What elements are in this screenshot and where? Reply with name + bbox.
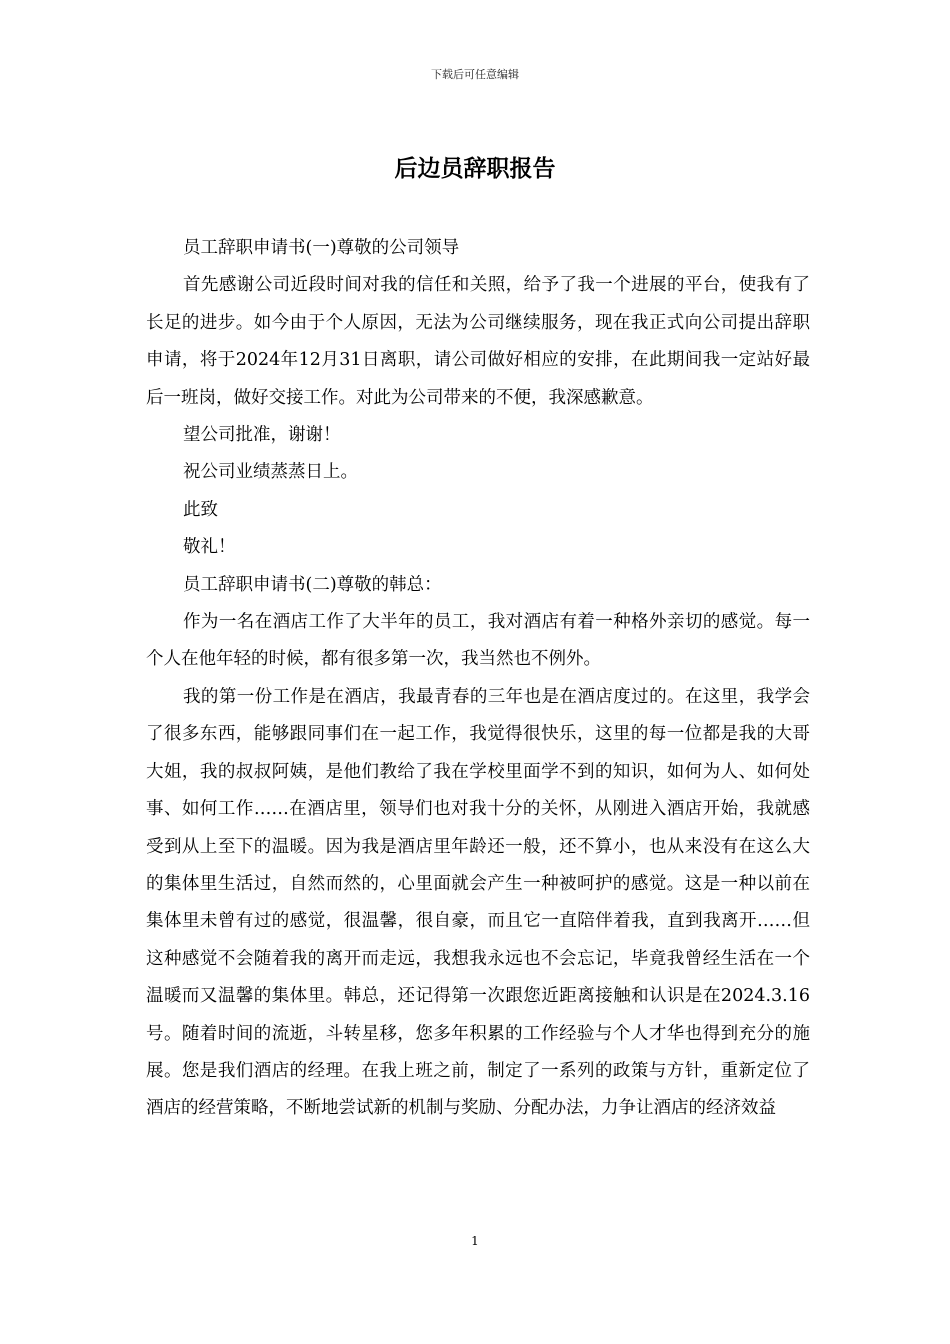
paragraph-salutation-2: 员工辞职申请书(二)尊敬的韩总： [183, 574, 442, 595]
paragraph-closing-2: 敬礼！ [183, 537, 236, 558]
paragraph-resignation-body: 首先感谢公司近段时间对我的信任和关照，给予了我一个进展的平台，使我有了长足的进步。如今由于个人原因，无法为公司继续服务，现在我正式向公司提出辞职申请，将于2024年12月31日离职，请公司做好相应的安排，在此期间我一定站好最后一班岗，做好交接工作。对此为公司带来的不便，我深感歉意。 [146, 275, 810, 408]
paragraph-salutation-1: 员工辞职申请书(一)尊敬的公司领导 [183, 238, 460, 258]
page-number: 1 [471, 1234, 479, 1248]
paragraph-wishes: 祝公司业绩蒸蒸日上。 [183, 462, 358, 483]
paragraph-closing-1: 此致 [183, 499, 218, 520]
page-header-note: 下载后可任意编辑 [431, 68, 519, 81]
document-title: 后边员辞职报告 [394, 155, 556, 182]
document-body [146, 230, 810, 1128]
paragraph-memories: 我的第一份工作是在酒店，我最青春的三年也是在酒店度过的。在这里，我学会了很多东西，能够跟同事们在一起工作，我觉得很快乐，这里的每一位都是我的大哥大姐，我的叔叔阿姨，是他们教给了我在学校里面学不到的知识，如何为人、如何处事、如何工作……在酒店里，领导们也对我十分的关怀，从刚进入酒店开始，我就感受到从上至下的温暖。因为我是酒店里年龄还一般，还不算小，也从来没有在这么大的集体里生活过，自然而然的，心里面就会产生一种被呵护的感觉。这是一种以前在集体里未曾有过的感觉，很温馨，很自豪，而且它一直陪伴着我，直到我离开……但这种感觉不会随着我的离开而走远，我想我永远也不会忘记，毕竟我曾经生活在一个温暖而又温馨的集体里。韩总，还记得第一次跟您近距离接触和认识是在2024.3.16号。随着时间的流逝，斗转星移，您多年积累的工作经验与个人才华也得到充分的施展。您是我们酒店的经理。在我上班之前，制定了一系列的政策与方针，重新定位了酒店的经营策略，不断地尝试新的机制与奖励、分配办法，力争让酒店的经济效益 [146, 686, 810, 1119]
paragraph-request-approval: 望公司批准，谢谢！ [183, 425, 341, 446]
paragraph-intro: 作为一名在酒店工作了大半年的员工，我对酒店有着一种格外亲切的感觉。每一个人在他年轻的时候，都有很多第一次，我当然也不例外。 [146, 612, 810, 670]
